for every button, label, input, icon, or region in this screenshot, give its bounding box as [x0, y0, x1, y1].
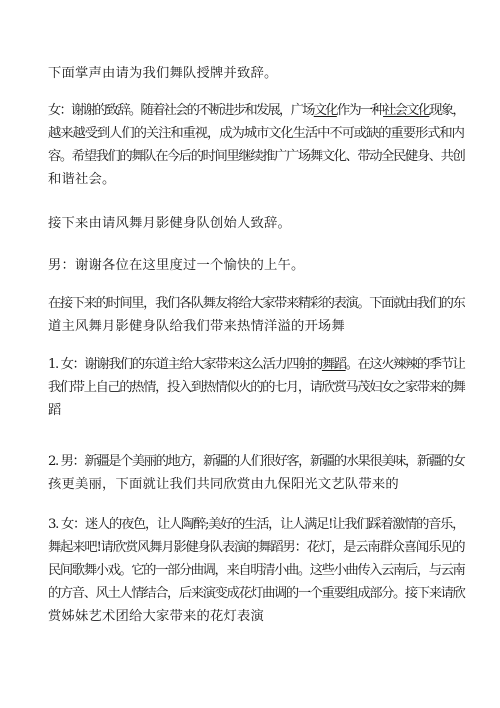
text-line: 下面掌声由请为我们舞队授牌并致辞。: [48, 66, 278, 81]
text-segment: 1. 女：谢谢我们的东道主给大家带来这么活力四射的: [48, 357, 322, 372]
text-line: [48, 353, 464, 376]
text-line: 赏姊妹艺术团给大家带来的花灯表演: [48, 609, 264, 624]
text-line: 接下来由请风舞月影健身队创始人致辞。: [48, 216, 291, 231]
text-segment: 。在这火辣辣的季节让: [345, 357, 465, 372]
paragraph-opening-dance: [48, 292, 464, 338]
text-line: 的方音、风土人情结合，后来演变成花灯曲调的一个重要组成部分。接下来请欣: [48, 586, 465, 601]
text-line: 越来越受到人们的关注和重视，成为城市文化生活中不可或缺的重要形式和内: [48, 126, 464, 141]
text-line: [48, 99, 464, 122]
text-line: 2. 男：新疆是个美丽的地方，新疆的人们很好客，新疆的水果很美味，新疆的女: [48, 454, 465, 469]
paragraph-item-3: [48, 513, 464, 628]
text-segment: 女：谢谢的致辞。随着社会的不断进步和发展，广场: [48, 103, 314, 118]
paragraph-female-speech: [48, 99, 464, 191]
underlined-term: 舞蹈: [321, 357, 346, 372]
paragraph-founder-invite: [48, 212, 464, 235]
paragraph-award-speech: [48, 62, 464, 85]
paragraph-male-thanks: [48, 254, 464, 277]
text-line: 容。希望我们的舞队在今后的时间里继续推广广场舞文化、带动全民健身、共创: [48, 149, 465, 164]
text-segment: 作为一种: [336, 103, 384, 118]
text-line: 男：谢谢各位在这里度过一个愉快的上午。: [48, 258, 305, 273]
paragraph-item-2: [48, 450, 464, 496]
text-line: 民间歌舞小戏。它的一部分曲调，来自明清小曲。这些小曲传入云南后，与云南: [48, 563, 465, 578]
underlined-term: 社会文化: [383, 103, 430, 118]
text-line: 蹈: [48, 403, 62, 418]
text-line: 和谐社会。: [48, 172, 116, 187]
text-line: 舞起来吧!请欣赏风舞月影健身队表演的舞蹈男：花灯，是云南群众喜闻乐见的: [48, 540, 465, 555]
text-line: 我们带上自己的热情，投入到热情似火的的七月，请欣赏马茂妇女之家带来的舞: [48, 380, 465, 395]
text-line: 孩更美丽，下面就让我们共同欣赏由九保阳光文艺队带来的: [48, 477, 399, 492]
text-segment: 现象，: [429, 103, 464, 118]
paragraph-item-1: [48, 353, 464, 422]
text-line: 3. 女：迷人的夜色，让人陶醉;美好的生活，让人满足!让我们踩着激情的音乐，: [48, 517, 465, 532]
text-line: 在接下来的时间里，我们各队舞友将给大家带来精彩的表演。下面就由我们的东: [48, 296, 465, 311]
text-line: 道主风舞月影健身队给我们带来热情洋溢的开场舞: [48, 319, 345, 334]
underlined-term: 文化: [313, 103, 337, 118]
